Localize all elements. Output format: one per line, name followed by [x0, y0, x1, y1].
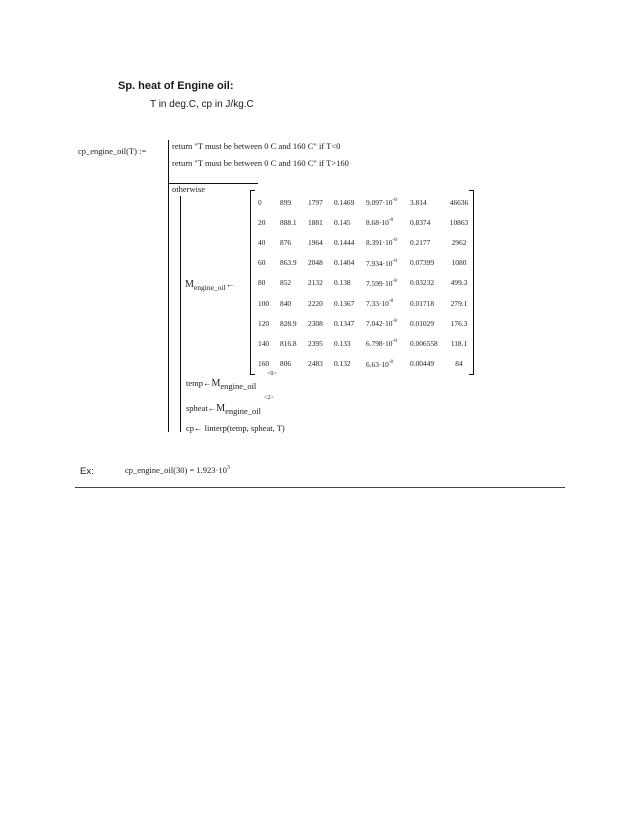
matrix-cell: 2220 — [308, 298, 323, 308]
matrix-cell: 899 — [280, 197, 292, 207]
matrix-row — [256, 333, 474, 353]
spheat-arrow: ← — [207, 403, 217, 413]
matrix-cell: 0.1469 — [334, 197, 355, 207]
matrix-cell: $7.042\cdot 10^{-8}$ — [366, 318, 397, 329]
matrix-row — [256, 273, 474, 293]
example-exponent: 3 — [226, 465, 230, 471]
matrix-cell: 0.2177 — [410, 237, 431, 247]
matrix-cell: $9.097\cdot 10^{-8}$ — [366, 197, 397, 208]
matrix-cell: 863.9 — [280, 258, 297, 268]
matrix-cell: $8.68\cdot 10^{-8}$ — [366, 217, 394, 228]
matrix-cell: 0.138 — [334, 278, 351, 288]
spheat-matrix-name: M — [216, 403, 226, 414]
matrix-cell: 10863 — [449, 217, 469, 227]
section-title: Sp. heat of Engine oil: — [118, 80, 234, 92]
matrix-cell: 0.1347 — [334, 318, 355, 328]
matrix-cell: 806 — [280, 359, 292, 369]
program-bar-inner — [180, 196, 181, 432]
matrix-assignment-label — [185, 274, 235, 292]
matrix-cell: 0.006558 — [410, 338, 438, 348]
matrix-cell: 1881 — [308, 217, 323, 227]
matrix-cell: $8.391\cdot 10^{-8}$ — [366, 237, 397, 248]
matrix-cell: 120 — [258, 318, 270, 328]
temp-matrix-name: M — [211, 378, 221, 389]
matrix-cell: $6.63\cdot 10^{-8}$ — [366, 358, 394, 369]
matrix-cell: 0.01029 — [410, 318, 435, 328]
matrix-bracket-left — [250, 190, 255, 375]
spheat-column-index: <2> — [264, 395, 274, 401]
return-high-statement: return "T must be between 0 C and 160 C" if T>160 — [172, 158, 349, 168]
matrix-cell: 3.814 — [410, 197, 427, 207]
section-subtitle: T in deg.C, cp in J/kg.C — [150, 99, 254, 110]
matrix-cell: $7.599\cdot 10^{-8}$ — [366, 277, 397, 288]
matrix-cell: 20 — [258, 217, 266, 227]
matrix-cell: 876 — [280, 237, 292, 247]
spheat-assignment — [186, 403, 261, 414]
matrix-cell: 499.3 — [450, 278, 468, 288]
temp-column-index: <0> — [267, 371, 277, 377]
temp-matrix-subscript: engine_oil — [220, 381, 257, 391]
matrix-cell: 840 — [280, 298, 292, 308]
matrix-cell: 118.1 — [450, 338, 468, 348]
matrix-cell: 0.01718 — [410, 298, 435, 308]
matrix-cell: 0.1444 — [334, 237, 355, 247]
matrix-cell: 2132 — [308, 278, 323, 288]
matrix-cell: 40 — [258, 237, 266, 247]
matrix-cell: 0 — [258, 197, 262, 207]
matrix-row — [256, 313, 474, 333]
matrix-row — [256, 212, 474, 232]
matrix-cell: 2048 — [308, 258, 323, 268]
example-label: Ex: — [80, 466, 94, 477]
matrix-cell: 0.00449 — [410, 359, 435, 369]
matrix-cell: 100 — [258, 298, 270, 308]
matrix-cell: 0.03232 — [410, 278, 435, 288]
matrix-cell: 0.1404 — [334, 258, 355, 268]
function-definition-label: cp_engine_oil(T) := — [78, 146, 147, 156]
engine-oil-matrix — [250, 190, 474, 375]
matrix-cell: 46636 — [449, 197, 469, 207]
matrix-cell: $6.798\cdot 10^{-8}$ — [366, 338, 397, 349]
matrix-cell: 1964 — [308, 237, 323, 247]
assign-arrow: ← — [225, 279, 235, 289]
matrix-cell: 0.145 — [334, 217, 351, 227]
matrix-cell: 852 — [280, 278, 292, 288]
matrix-name: M — [185, 279, 194, 290]
matrix-row — [256, 253, 474, 273]
matrix-subscript: engine_oil — [193, 283, 226, 292]
matrix-cell: 828.9 — [280, 318, 297, 328]
cp-assignment: cp← linterp(temp, spheat, T) — [186, 423, 285, 433]
temp-assignment — [186, 378, 256, 389]
matrix-cell: $7.33\cdot 10^{-8}$ — [366, 298, 394, 309]
matrix-row — [256, 232, 474, 252]
matrix-table — [256, 192, 474, 374]
matrix-cell: 0.132 — [334, 359, 351, 369]
horizontal-rule — [75, 487, 565, 488]
matrix-cell: 2395 — [308, 338, 323, 348]
otherwise-statement: otherwise — [172, 184, 206, 194]
temp-arrow: ← — [203, 378, 212, 388]
matrix-cell: 816.8 — [280, 338, 297, 348]
matrix-cell: 2962 — [451, 237, 467, 247]
matrix-row — [256, 354, 474, 374]
matrix-cell: 140 — [258, 338, 270, 348]
matrix-cell: 160 — [258, 359, 270, 369]
matrix-row — [256, 293, 474, 313]
matrix-cell: 888.1 — [280, 217, 297, 227]
spheat-var: spheat — [186, 403, 208, 413]
example-expression — [125, 465, 230, 475]
matrix-cell: 279.1 — [450, 298, 468, 308]
matrix-cell: 0.1367 — [334, 298, 355, 308]
matrix-cell: 80 — [258, 278, 266, 288]
example-expression-text: cp_engine_oil(30) = 1.923·10 — [125, 465, 227, 475]
matrix-cell: 176.3 — [450, 318, 468, 328]
matrix-cell: 0.07399 — [410, 258, 435, 268]
matrix-cell: 84 — [455, 359, 463, 369]
temp-var: temp — [186, 378, 203, 388]
matrix-cell: $7.934\cdot 10^{-8}$ — [366, 257, 397, 268]
matrix-cell: 1797 — [308, 197, 323, 207]
return-low-statement: return "T must be between 0 C and 160 C" if T<0 — [172, 141, 341, 151]
matrix-cell: 0.8374 — [410, 217, 431, 227]
spheat-matrix-subscript: engine_oil — [225, 406, 262, 416]
matrix-cell: 1080 — [451, 258, 467, 268]
matrix-cell: 0.133 — [334, 338, 351, 348]
matrix-row — [256, 192, 474, 212]
matrix-cell: 2483 — [308, 359, 323, 369]
matrix-cell: 60 — [258, 258, 266, 268]
matrix-cell: 2308 — [308, 318, 323, 328]
